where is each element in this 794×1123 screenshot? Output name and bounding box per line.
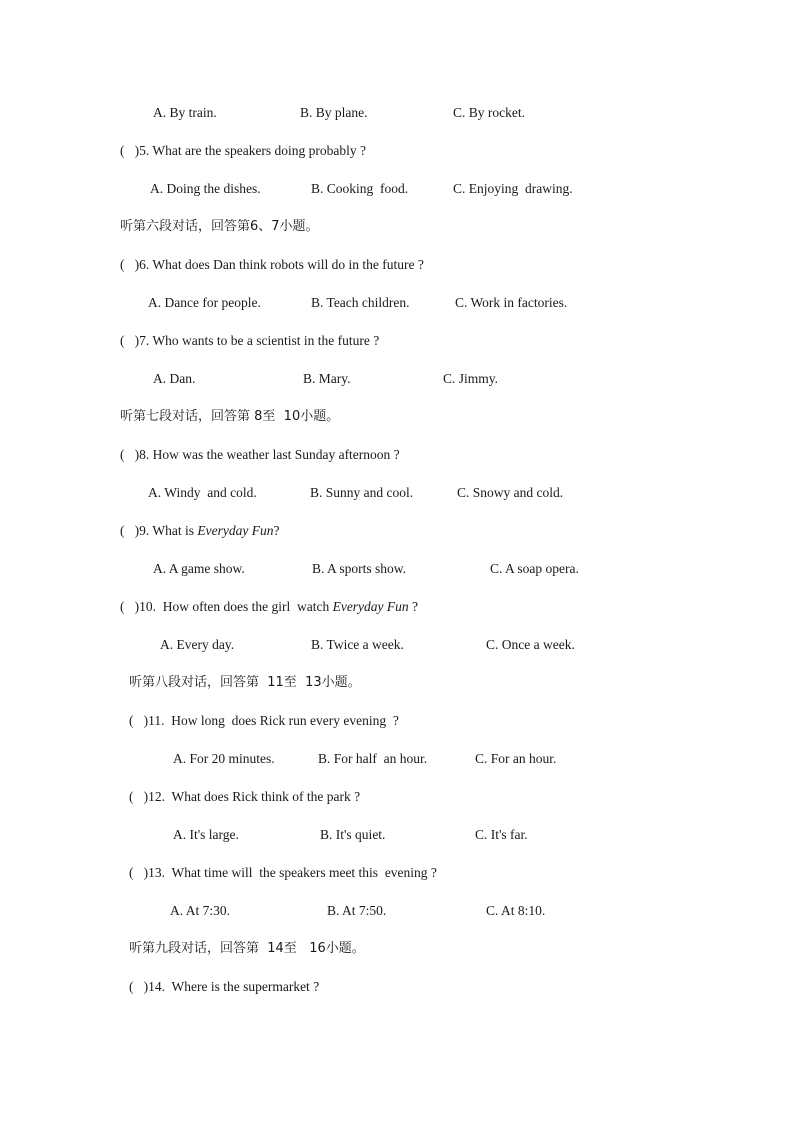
section-heading: 听第七段对话，回答第 8至 10小题。 [120, 409, 340, 424]
option-a: A. For 20 minutes. [173, 751, 275, 766]
option-a: A. Windy and cold. [148, 485, 257, 500]
option-c: C. A soap opera. [490, 561, 579, 576]
option-c: C. Work in factories. [455, 295, 568, 310]
option-c: C. At 8:10. [486, 903, 546, 918]
option-a: A. Dance for people. [148, 295, 261, 310]
question-9 [120, 522, 279, 540]
question-mark: ? [273, 523, 280, 538]
option-a: A. Every day. [160, 637, 235, 652]
question-11: ( )11. How long does Rick run every evening ? [129, 713, 399, 728]
option-b: B. It's quiet. [320, 827, 386, 842]
option-a: A. Dan. [153, 371, 196, 386]
question-mark: ? [408, 599, 419, 614]
option-a: A. Doing the dishes. [150, 181, 261, 196]
option-b: B. By plane. [300, 105, 368, 120]
question-10 [120, 598, 418, 616]
option-b: B. Twice a week. [311, 637, 404, 652]
question-12: ( )12. What does Rick think of the park ? [129, 789, 361, 804]
section-heading: 听第六段对话，回答第6、7小题。 [120, 219, 319, 234]
question-14: ( )14. Where is the supermarket ? [129, 979, 320, 994]
option-b: B. Mary. [303, 371, 351, 386]
option-b: B. At 7:50. [327, 903, 387, 918]
question-13: ( )13. What time will the speakers meet this evening ? [129, 865, 437, 880]
show-title: Everyday Fun [332, 599, 409, 614]
option-a: A. At 7:30. [170, 903, 231, 918]
question-text: ( )10. How often does the girl watch [120, 599, 333, 614]
option-b: B. For half an hour. [318, 751, 428, 766]
option-c: C. It's far. [475, 827, 528, 842]
option-a: A. By train. [153, 105, 217, 120]
option-c: C. Snowy and cold. [457, 485, 564, 500]
option-b: B. Sunny and cool. [310, 485, 414, 500]
option-b: B. Cooking food. [311, 181, 409, 196]
question-6: ( )6. What does Dan think robots will do in the future ? [120, 257, 424, 272]
question-8: ( )8. How was the weather last Sunday afternoon ? [120, 447, 400, 462]
option-c: C. By rocket. [453, 105, 525, 120]
option-a: A. A game show. [153, 561, 245, 576]
option-b: B. A sports show. [312, 561, 407, 576]
option-a: A. It's large. [173, 827, 239, 842]
section-heading: 听第九段对话，回答第 14至 16小题。 [129, 941, 365, 956]
option-c: C. Enjoying drawing. [453, 181, 573, 196]
option-c: C. Once a week. [486, 637, 575, 652]
question-5: ( )5. What are the speakers doing probably ? [120, 143, 367, 158]
show-title: Everyday Fun [197, 523, 274, 538]
section-heading: 听第八段对话，回答第 11至 13小题。 [129, 675, 361, 690]
option-c: C. For an hour. [475, 751, 557, 766]
option-c: C. Jimmy. [443, 371, 499, 386]
option-b: B. Teach children. [311, 295, 410, 310]
question-7: ( )7. Who wants to be a scientist in the future ? [120, 333, 380, 348]
question-text: ( )9. What is [120, 523, 198, 538]
